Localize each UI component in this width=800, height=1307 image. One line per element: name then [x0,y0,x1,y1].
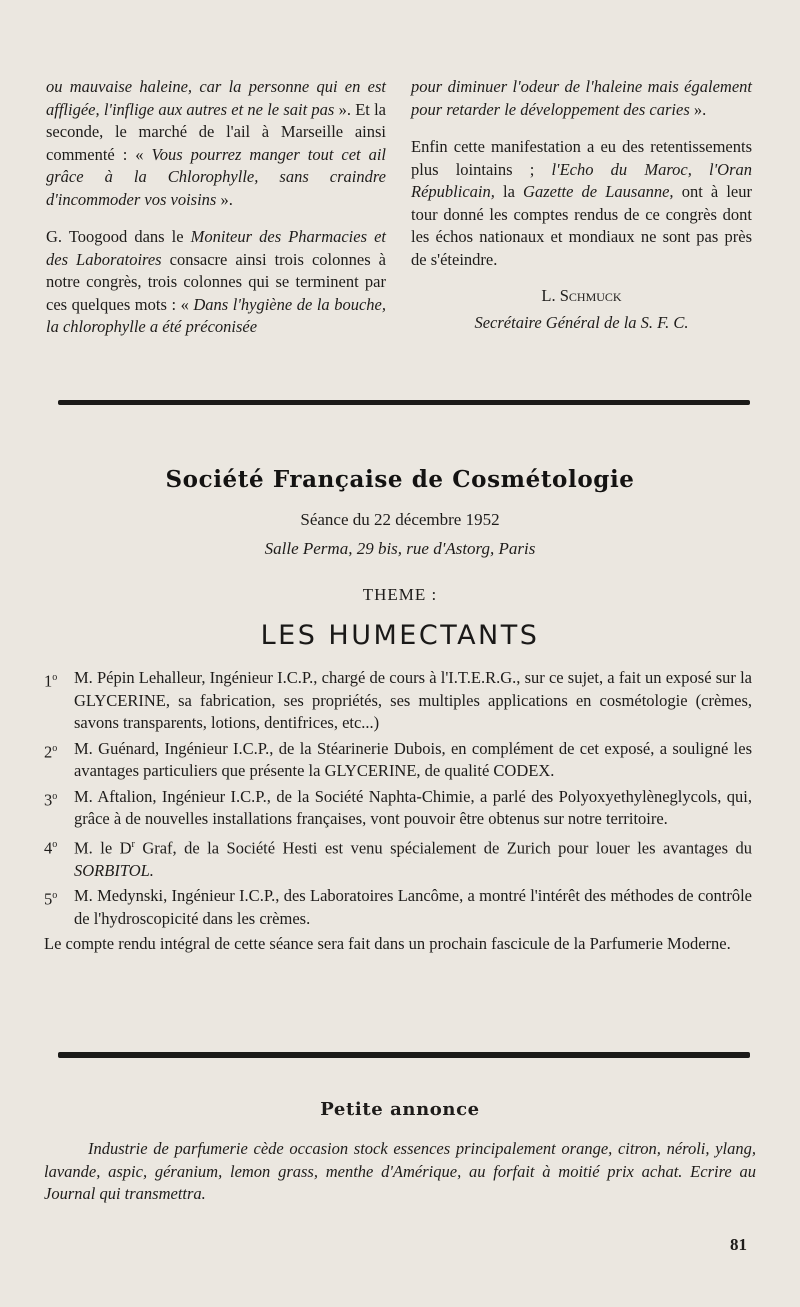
text-segment: M. Aftalion, Ingénieur I.C.P., de la Société Naphta-Chimie, a parlé des Polyoxyethylèneglycols, qui, grâce à de nouvelles installations françaises, vont pouvoir être obtenus sur notre territoire. [74,786,752,828]
left-paragraph-1 [46,76,386,211]
presentation-item [44,738,752,783]
italic-text-segment: l'Echo du Maroc, [551,159,692,179]
text-segment: r [131,838,135,850]
closing-note: Le compte rendu intégral de cette séance sera fait dans un prochain fascicule de la Parfumerie Moderne. [44,934,731,953]
text-segment: ». [216,189,233,209]
text-segment: M. Guénard, Ingénieur I.C.P., de la Stéarinerie Dubois, en complément de cet exposé, a souligné les avantages particuliers que présente la GLYCERINE, de qualité CODEX. [74,738,752,780]
italic-text-segment: ou mauvaise haleine, car la personne qui en est affligée, l'inflige aux autres et ne le sait pas [46,77,386,119]
italic-text-segment: pour diminuer l'odeur de l'haleine mais également pour retarder le développement des caries [411,77,752,119]
text-segment: G. Toogood dans le [46,227,191,246]
italic-text-segment: SORBITOL. [74,860,154,880]
presentation-item [44,834,752,883]
theme-label: THEME : [362,585,438,604]
theme-title: LES HUMECTANTS [260,620,540,651]
session-date: Séance du 22 décembre 1952 [300,510,500,529]
left-paragraph-2 [46,226,386,339]
italic-text-segment: Moniteur des Pharmacies et des Laboratoires [46,227,386,269]
text-segment [692,160,709,179]
presentation-item [44,885,752,930]
text-segment: ». [689,99,707,119]
item-number: 2$^o$ [44,742,58,761]
item-number: 3$^o$ [44,790,58,809]
text-segment: M. le D [74,838,132,857]
society-title: Société Française de Cosmétologie [165,466,635,493]
italic-text-segment: Dans l'hygiène de la bouche, la chlorophylle a été préconisée [46,294,386,336]
divider-rule [58,400,750,405]
right-column [411,76,752,334]
presentation-item [44,667,752,735]
session-place: Salle Perma, 29 bis, rue d'Astorg, Paris [264,539,536,558]
text-segment: Enfin cette manifestation a eu des retentissements plus lointains ; [411,137,752,179]
text-segment: ont à leur tour donné les comptes rendus de ce congrès dont les échos nationaux et mondiaux ne sont pas près de s'éteindre. [411,182,752,269]
text-segment: ». Et la seconde, le marché de l'ail à Marseille ainsi commenté : « [46,99,386,164]
item-number: 1$^o$ [44,671,58,691]
presentation-item [44,786,752,831]
presentation-list [44,667,752,956]
text-segment: Graf, de la Société Hesti est venu spécialement de Zurich pour louer les avantages du [134,838,752,857]
text-segment: la [494,182,524,201]
presentation-items [44,667,752,930]
text-segment: consacre ainsi trois colonnes à notre congrès, trois colonnes qui se terminent par ces quelques mots : « [46,249,386,314]
signature-title: Secrétaire Général de la S. F. C. [474,312,689,332]
text-segment: M. Medynski, Ingénieur I.C.P., des Laboratoires Lancôme, a montré l'intérêt des méthodes de contrôle de l'hydroscopicité dans les crèmes. [74,886,752,928]
annonce-title: Petite annonce [320,1099,480,1120]
annonce-text: Industrie de parfumerie cède occasion stock essences principalement orange, citron, néroli, ylang, lavande, aspic, géranium, lemon grass, menthe d'Amérique, au forfait à moitié prix achat. Ecrire au Journal qui transmettra. [44,1139,756,1203]
left-column [46,76,386,339]
right-paragraph-2 [411,136,752,271]
item-number: 5$^o$ [44,889,58,909]
text-segment: M. Pépin Lehalleur, Ingénieur I.C.P., chargé de cours à l'I.T.E.R.G., sur ce sujet, a fait un exposé sur la GLYCERINE, sa fabrication, ses propriétés, ses multiples applications en cosmétologie (crèmes, savons transparents, lotions, dentifrices, etc...) [74,668,752,732]
italic-text-segment: Vous pourrez manger tout cet ail grâce à la Chlorophylle, sans craindre d'incommoder vos voisins [46,144,387,209]
signature-name: L. Schmuck [541,286,622,305]
italic-text-segment: l'Oran Républicain, [411,159,752,201]
italic-text-segment: Gazette de Lausanne, [523,182,674,201]
right-paragraph-1 [411,76,752,121]
page-number: 81 [730,1235,747,1254]
divider-rule [58,1052,750,1058]
item-number: 4$^o$ [44,838,58,857]
